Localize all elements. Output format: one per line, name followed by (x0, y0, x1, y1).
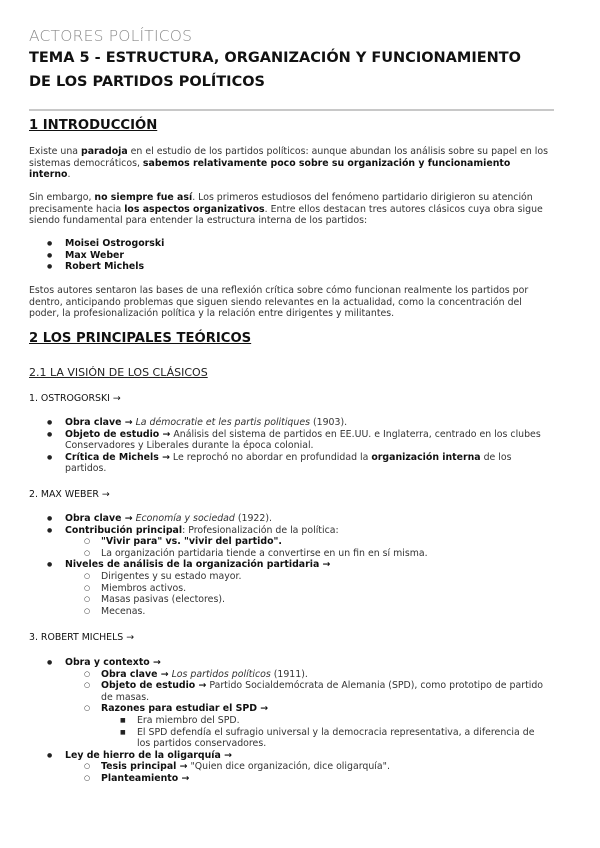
section-2-title: 2 LOS PRINCIPALES TEÓRICOS (29, 331, 252, 346)
list-item: ○ Obra clave → Los partidos políticos (1911). (29, 669, 549, 681)
section-1-title: 1 INTRODUCCIÓN (29, 118, 158, 133)
list-item: ● Crítica de Michels → Le reprochó no abordar en profundidad la organización interna de los partidos. (29, 452, 549, 475)
list-item: ○ Tesis principal → "Quien dice organización, dice oligarquía". (29, 761, 549, 773)
michels-heading: 3. ROBERT MICHELS → (29, 632, 135, 643)
list-item: ● Robert Michels (29, 261, 549, 273)
ostrogorski-list (29, 417, 549, 475)
list-item: ● Obra clave → Economía y sociedad (1922). (29, 513, 549, 525)
weber-heading: 2. MAX WEBER → (29, 489, 110, 500)
authors-list (29, 238, 549, 273)
topic-title-line2: DE LOS PARTIDOS POLÍTICOS (29, 74, 265, 90)
ostrogorski-heading: 1. OSTROGORSKI → (29, 393, 121, 404)
list-item: ● Obra y contexto → (29, 657, 549, 669)
subsection-2-1-title: 2.1 LA VISIÓN DE LOS CLÁSICOS (29, 366, 208, 379)
list-item: ○ Mecenas. (29, 606, 549, 618)
list-item: ○ Miembros activos. (29, 583, 549, 595)
list-item: ○ Objeto de estudio → Partido Socialdemócrata de Alemania (SPD), como prototipo de partido de masas. (29, 680, 549, 703)
michels-list (29, 657, 549, 785)
list-item: ● Contribución principal: Profesionalización de la política: (29, 525, 549, 537)
list-item: ● Ley de hierro de la oligarquía → (29, 750, 549, 762)
list-item: ■ El SPD defendía el sufragio universal y la democracia representativa, a diferencia de los partidos conservadores. (29, 727, 549, 750)
intro-paragraph-3: Estos autores sentaron las bases de una reflexión crítica sobre cómo funcionan realmente los partidos por dentro, anticipando problemas que siguen siendo relevantes en la actualidad, como la concentración del poder, la profesionalización política y la relación entre dirigentes y militantes. (29, 285, 529, 320)
list-item: ○ "Vivir para" vs. "vivir del partido". (29, 536, 549, 548)
list-item: ○ Dirigentes y su estado mayor. (29, 571, 549, 583)
list-item: ● Obra clave → La démocratie et les partis politiques (1903). (29, 417, 549, 429)
list-item: ○ Razones para estudiar el SPD → (29, 703, 549, 715)
subject-title: ACTORES POLÍTICOS (29, 27, 193, 45)
horizontal-divider (29, 109, 554, 111)
list-item: ○ Masas pasivas (electores). (29, 594, 549, 606)
list-item: ● Moisei Ostrogorski (29, 238, 549, 250)
list-item: ● Niveles de análisis de la organización partidaria → (29, 559, 549, 571)
list-item: ○ Planteamiento → (29, 773, 549, 785)
intro-paragraph-2: Sin embargo, no siempre fue así. Los primeros estudiosos del fenómeno partidario dirigieron su atención precisamente hacia los aspectos organizativos. Entre ellos destacan tres autores clásicos cuya obra sigue siendo fundamental para entender la estructura interna de los partidos: (29, 192, 543, 227)
topic-title (29, 46, 549, 94)
list-item: ● Max Weber (29, 250, 549, 262)
weber-list (29, 513, 549, 617)
list-item: ○ La organización partidaria tiende a convertirse en un fin en sí misma. (29, 548, 549, 560)
list-item: ■ Era miembro del SPD. (29, 715, 549, 727)
list-item: ● Objeto de estudio → Análisis del sistema de partidos en EE.UU. e Inglaterra, centrado en los clubes Conservadores y Liberales durante la época colonial. (29, 429, 549, 452)
document-header (29, 27, 549, 94)
intro-paragraph-1: Existe una paradoja en el estudio de los partidos políticos: aunque abundan los análisis sobre su papel en los sistemas democráticos, sabemos relativamente poco sobre su organización y funcionamiento interno. (29, 146, 548, 181)
topic-title-line1: TEMA 5 - ESTRUCTURA, ORGANIZACIÓN Y FUNCIONAMIENTO (29, 50, 521, 66)
